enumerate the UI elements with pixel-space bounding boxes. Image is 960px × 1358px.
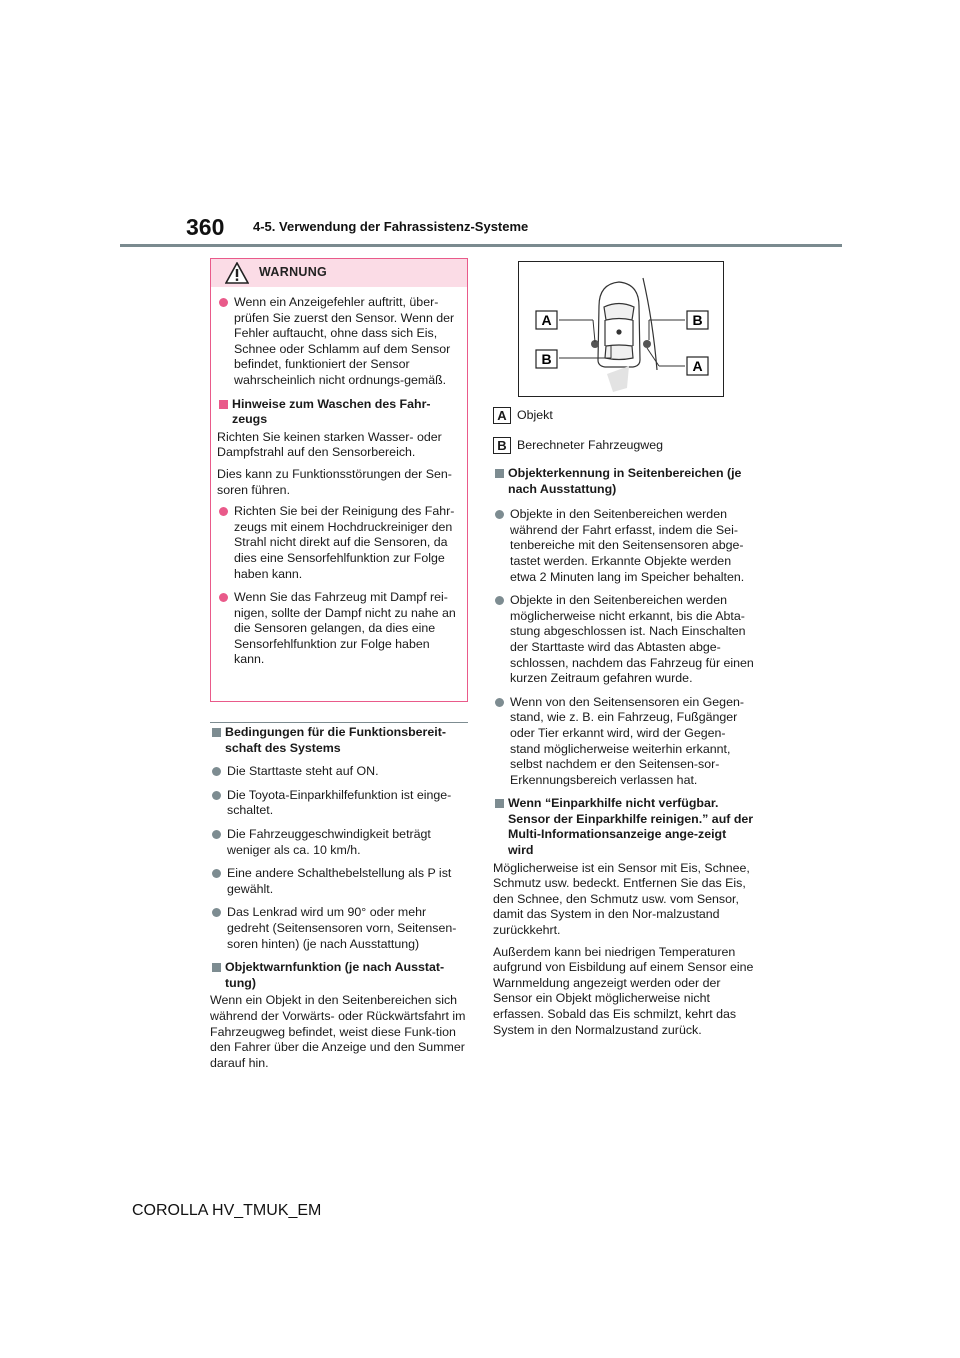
legend-key-b: B bbox=[493, 437, 511, 454]
warning-bullet: Richten Sie bei der Reinigung des Fahr-zeugs mit einem Hochdruckreiniger den Strahl nicht direkt auf die Sensoren, da dies eine Sensorfehlfunktion zur Folge haben kann. bbox=[217, 504, 461, 582]
subheading-side-detection: Objekterkennung in Seitenbereichen (je nach Ausstattung) bbox=[493, 466, 755, 497]
warning-bullet: Wenn Sie das Fahrzeug mit Dampf rei-nigen, sollte der Dampf nicht zu nahe an die Sensoren gelangen, da dies eine Sensorfehlfunktion zur Folge haben kann. bbox=[217, 590, 461, 668]
diagram-label-a: A bbox=[692, 358, 703, 374]
list-item: Das Lenkrad wird um 90° oder mehr gedreht (Seitensensoren vorn, Seitensen-soren hinten) (je nach Ausstattung) bbox=[210, 905, 468, 952]
diagram-label-b: B bbox=[692, 312, 703, 328]
paragraph: Wenn ein Objekt in den Seitenbereichen sich während der Vorwärts- oder Rückwärtsfahrt im Fahrzeugweg befindet, weist diese Funk-tion den Fahrer über die Anzeige und den Summer darauf hin. bbox=[210, 993, 466, 1070]
legend-item-a bbox=[493, 406, 553, 424]
warning-paragraph: Dies kann zu Funktionsstörungen der Sen-soren führen. bbox=[217, 466, 452, 497]
subheading-clean-sensor: Wenn “Einparkhilfe nicht verfügbar. Sensor der Einparkhilfe reinigen.” auf der Multi-Informationsanzeige ange-zeigt wird bbox=[493, 796, 755, 858]
left-column bbox=[210, 725, 468, 1077]
legend-key-a: A bbox=[493, 407, 511, 424]
warning-paragraph: Richten Sie keinen starken Wasser- oder Dampfstrahl auf den Sensorbereich. bbox=[217, 429, 442, 460]
legend-item-b bbox=[493, 436, 663, 454]
vehicle-path-illustration bbox=[519, 262, 723, 396]
diagram-label-b: B bbox=[541, 351, 552, 367]
warning-triangle-icon bbox=[225, 262, 249, 284]
list-item: Eine andere Schalthebelstellung als P ist gewählt. bbox=[210, 866, 468, 897]
footer-model-code: COROLLA HV_TMUK_EM bbox=[132, 1202, 322, 1219]
column-divider bbox=[210, 722, 468, 723]
list-item: Wenn von den Seitensensoren ein Gegen-stand, wie z. B. ein Fahrzeug, Fußgänger oder Tier erkannt wird, wird der Gegen-stand möglicherweise weiterhin erkannt, selbst nachdem er den Seitensen-sor-Erkennungsbereich verlassen hat. bbox=[493, 695, 755, 789]
legend-text-b: Berechneter Fahrzeugweg bbox=[517, 438, 664, 452]
subheading-conditions: Bedingungen für die Funktionsbereit-schaft des Systems bbox=[210, 725, 468, 756]
page-number: 360 bbox=[186, 214, 225, 240]
paragraph: Außerdem kann bei niedrigen Temperaturen aufgrund von Eisbildung auf einem Sensor eine Warnmeldung angezeigt werden oder der Sensor ein Objekt möglicherweise nicht erfassen. Sobald das Eis schmilzt, kehrt das System in den Normalzustand zurück. bbox=[493, 944, 754, 1037]
car-top-view-icon bbox=[598, 282, 640, 367]
warning-box bbox=[210, 258, 468, 702]
paragraph: Möglicherweise ist ein Sensor mit Eis, Schnee, Schmutz usw. bedeckt. Entfernen Sie das Eis, den Schnee, den Schmutz usw. vom Sensor, damit das System in den Nor-malzustand zurückkehrt. bbox=[493, 860, 750, 938]
legend-text-a: Objekt bbox=[517, 408, 553, 422]
list-item: Die Toyota-Einparkhilfefunktion ist einge-schaltet. bbox=[210, 788, 468, 819]
diagram-label-a: A bbox=[541, 312, 552, 328]
subheading-object-warning: Objektwarnfunktion (je nach Ausstat-tung) bbox=[210, 960, 468, 991]
predicted-path-line bbox=[643, 278, 657, 370]
warning-title: WARNUNG bbox=[259, 265, 328, 279]
right-column bbox=[493, 466, 755, 1044]
list-item: Die Fahrzeuggeschwindigkeit beträgt weniger als ca. 10 km/h. bbox=[210, 827, 468, 858]
list-item: Die Starttaste steht auf ON. bbox=[210, 764, 468, 780]
warning-bullet: Wenn ein Anzeigefehler auftritt, über-prüfen Sie zuerst den Sensor. Wenn der Fehler auftaucht, ohne dass sich Eis, Schnee oder Schlamm auf dem Sensor befindet, funktioniert der Sensor wahrscheinlich nicht ordnungs-gemäß. bbox=[217, 295, 461, 389]
sensor-diagram bbox=[518, 261, 724, 397]
section-title: 4-5. Verwendung der Fahrassistenz-Systeme bbox=[253, 219, 529, 234]
warning-header bbox=[211, 259, 467, 287]
header-divider bbox=[120, 244, 842, 247]
list-item: Objekte in den Seitenbereichen werden während der Fahrt erfasst, indem die Sei-tenbereiche mit den Seitensensoren abge-tastet werden. Erkannte Objekte werden etwa 2 Minuten lang im Speicher behalten. bbox=[493, 507, 755, 585]
direction-arrow-icon bbox=[607, 366, 629, 392]
list-item: Objekte in den Seitenbereichen werden möglicherweise nicht erkannt, bis die Abta-stung abgeschlossen ist. Nach Einschalten der Starttaste wird das Abtasten abge-schlossen, nachdem das Fahrzeug für einen kurzen Zeitraum gefahren wurde. bbox=[493, 593, 755, 687]
warning-subheading: Hinweise zum Waschen des Fahr-zeugs bbox=[217, 397, 461, 428]
